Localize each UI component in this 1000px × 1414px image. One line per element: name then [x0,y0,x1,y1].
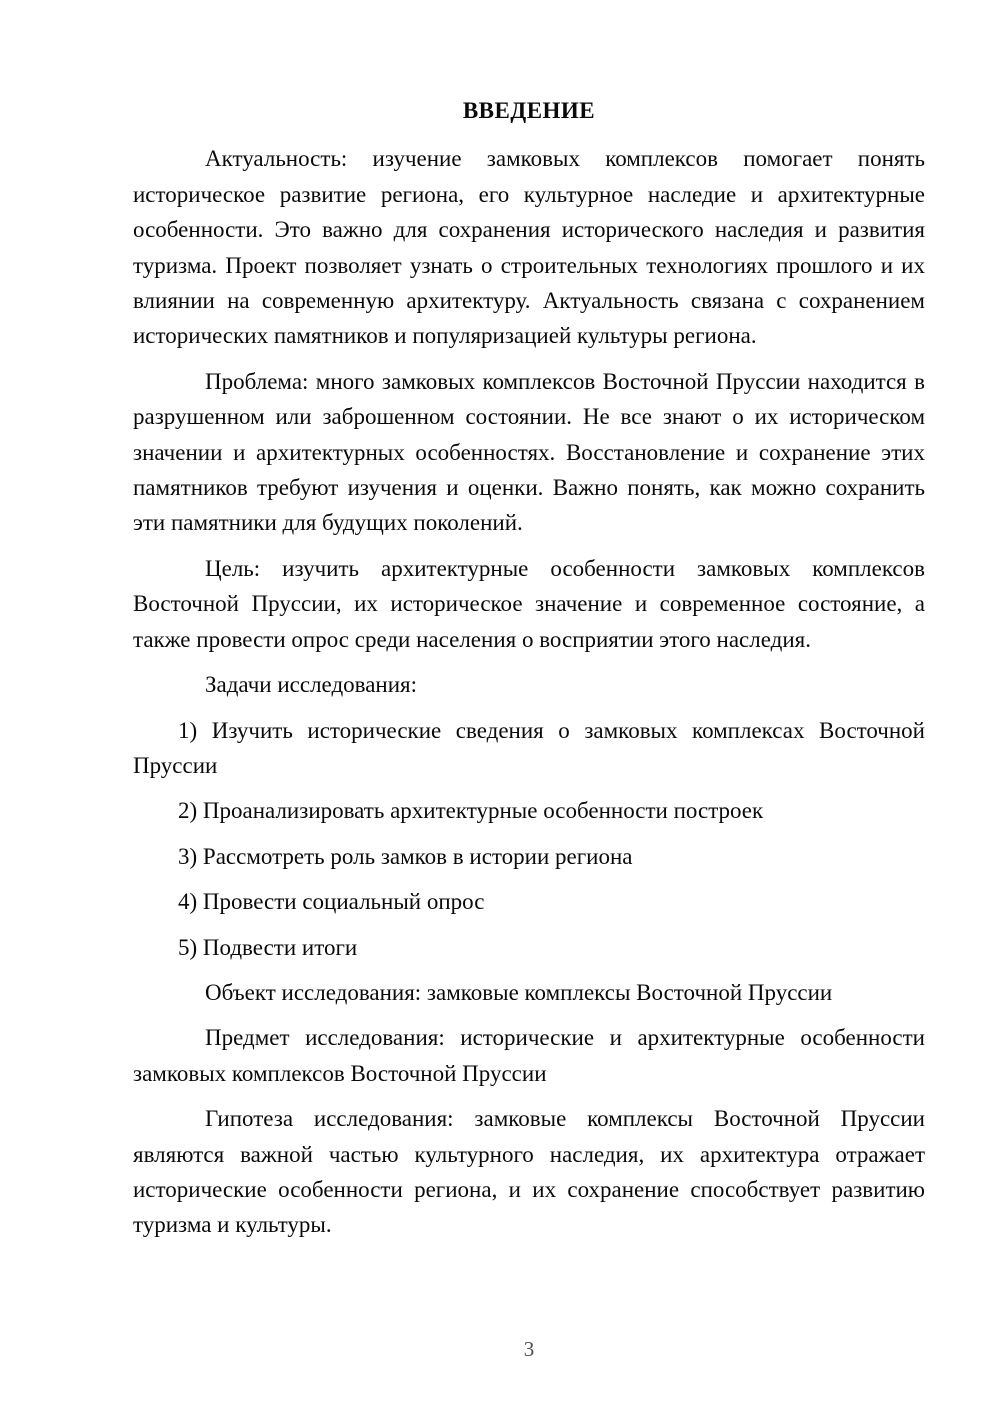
task-item-3: 3) Рассмотреть роль замков в истории региона [178,843,633,869]
paragraph-goal: Цель: изучить архитектурные особенности замковых комплексов Восточной Пруссии, их историческое значение и современное состояние, а также провести опрос среди населения о восприятии этого наследия. [133,555,925,652]
task-item-2: 2) Проанализировать архитектурные особенности построек [178,798,764,824]
paragraph-hypothesis: Гипотеза исследования: замковые комплексы Восточной Пруссии являются важной частью культурного наследия, их архитектура отражает исторические особенности региона, и их сохранение способствует развитию туризма и культуры. [133,1106,925,1238]
page-title: ВВЕДЕНИЕ [462,98,596,123]
task-item-5: 5) Подвести итоги [178,934,358,960]
paragraph-tasks-heading: Задачи исследования: [205,672,418,698]
paragraph-actuality: Актуальность: изучение замковых комплексов помогает понять историческое развитие региона, его культурное наследие и архитектурные особенности. Это важно для сохранения исторического наследия и развития туризма. Проект позволяет узнать о строительных технологиях прошлого и их влиянии на современную архитектуру. Актуальность связана с сохранением исторических памятников и популяризацией культуры региона. [133,146,925,349]
task-item-1: 1) Изучить исторические сведения о замковых комплексах Восточной Пруссии [133,717,925,778]
paragraph-object: Объект исследования: замковые комплексы Восточной Пруссии [205,979,833,1005]
paragraph-problem: Проблема: много замковых комплексов Восточной Пруссии находится в разрушенном или заброшенном состоянии. Не все знают о их историческом значении и архитектурных особенностях. Восстановление и сохранение этих памятников требуют изучения и оценки. Важно понять, как можно сохранить эти памятники для будущих поколений. [133,368,925,536]
paragraph-subject: Предмет исследования: исторические и архитектурные особенности замковых комплексов Восточной Пруссии [133,1025,925,1086]
task-item-4: 4) Провести социальный опрос [178,889,485,915]
page-number: 3 [523,1337,535,1361]
